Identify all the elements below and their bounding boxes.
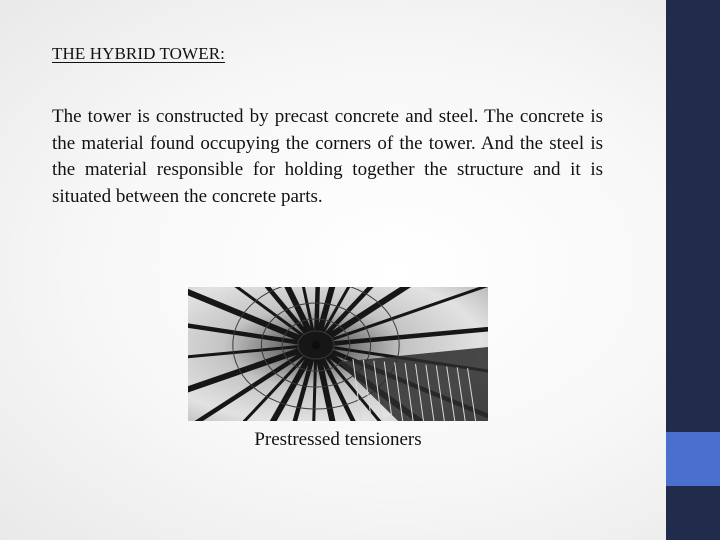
photo-caption: Prestressed tensioners [254,429,422,450]
decorative-sidebar [666,0,720,540]
slide-body-text: The tower is constructed by precast concrete and steel. The concrete is the material found occupying the corners of the tower. And the steel is the material responsible for holding together the structure and it is situated between the concrete parts. [52,106,603,207]
sidebar-accent-block [666,432,720,486]
slide-title: THE HYBRID TOWER: [52,44,225,63]
tensioners-photo [188,287,488,421]
